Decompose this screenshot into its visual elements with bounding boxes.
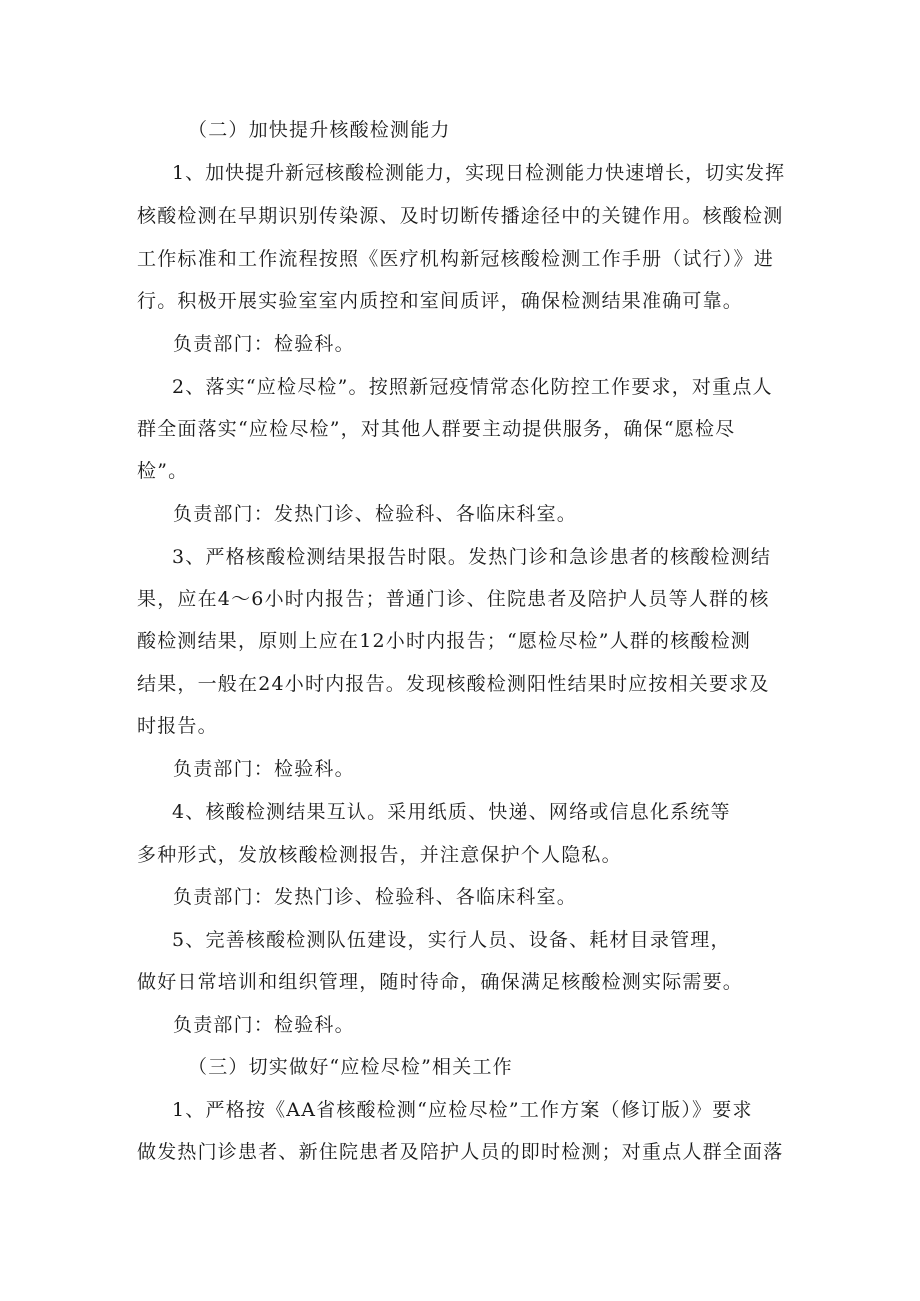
paragraph-line: 群全面落实“应检尽检”，对其他人群要主动提供服务，确保“愿检尽 [137, 418, 736, 440]
paragraph-line: 检”。 [137, 460, 189, 482]
responsible-dept-line: 负责部门：检验科。 [173, 758, 355, 780]
section-heading-3: （三）切实做好“应检尽检”相关工作 [188, 1056, 513, 1078]
responsible-dept-line: 负责部门：发热门诊、检验科、各临床科室。 [173, 886, 578, 908]
paragraph-line: 4、核酸检测结果互认。采用纸质、快递、网络或信息化系统等 [172, 801, 731, 823]
paragraph-line: 酸检测结果，原则上应在12小时内报告；“愿检尽检”人群的核酸检测 [137, 630, 752, 652]
paragraph-line: 时报告。 [137, 715, 218, 737]
section-heading-2: （二）加快提升核酸检测能力 [188, 119, 451, 141]
paragraph-line: 1、加快提升新冠核酸检测能力，实现日检测能力快速增长，切实发挥 [172, 162, 786, 184]
paragraph-line: 结果，一般在24小时内报告。发现核酸检测阳性结果时应按相关要求及 [137, 673, 770, 695]
responsible-dept-line: 负责部门：检验科。 [173, 333, 355, 355]
paragraph-line: 果，应在4～6小时内报告；普通门诊、住院患者及陪护人员等人群的核 [137, 588, 770, 610]
paragraph-line: 3、严格核酸检测结果报告时限。发热门诊和急诊患者的核酸检测结 [172, 546, 772, 568]
paragraph-line: 2、落实“应检尽检”。按照新冠疫情常态化防控工作要求，对重点人 [172, 376, 773, 398]
paragraph-line: 多种形式，发放核酸检测报告，并注意保护个人隐私。 [137, 844, 622, 866]
paragraph-line: 做发热门诊患者、新住院患者及陪护人员的即时检测；对重点人群全面落 [137, 1141, 784, 1163]
paragraph-line: 1、严格按《AA省核酸检测“应检尽检”工作方案（修订版）》要求 [172, 1099, 753, 1121]
responsible-dept-line: 负责部门：发热门诊、检验科、各临床科室。 [173, 503, 578, 525]
paragraph-line: 核酸检测在早期识别传染源、及时切断传播途径中的关键作用。核酸检测 [137, 205, 784, 227]
responsible-dept-line: 负责部门：检验科。 [173, 1014, 355, 1036]
paragraph-line: 5、完善核酸检测队伍建设，实行人员、设备、耗材目录管理， [172, 929, 731, 951]
paragraph-line: 行。积极开展实验室室内质控和室间质评，确保检测结果准确可靠。 [137, 290, 744, 312]
paragraph-line: 做好日常培训和组织管理，随时待命，确保满足核酸检测实际需要。 [137, 971, 744, 993]
paragraph-line: 工作标准和工作流程按照《医疗机构新冠核酸检测工作手册（试行）》进 [137, 248, 774, 270]
